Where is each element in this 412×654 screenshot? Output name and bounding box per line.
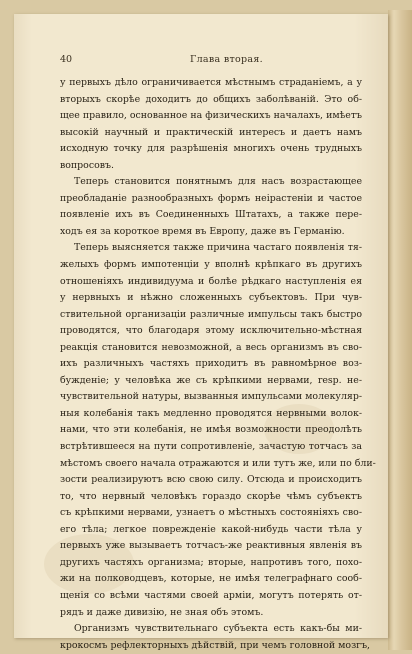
text-line: крокосмъ рефлекторныхъ дѣйствій, при чемъ головной мозгъ, — [60, 639, 371, 651]
text-line: ныя колебанія такъ медленно проводятся нервными волок- — [60, 407, 362, 419]
running-head: Глава вторая. — [190, 54, 264, 65]
text-line: первыхъ уже вызываетъ тотчасъ-же реактивныя явленія въ — [60, 540, 362, 552]
text-line: ходъ ея за короткое время въ Европу, даже въ Германію. — [60, 225, 345, 237]
text-line: вопросовъ. — [60, 159, 114, 171]
text-line: Организмъ чувствительнаго субъекта есть какъ-бы ми- — [74, 623, 362, 635]
text-line: встрѣтившееся на пути сопротивленіе, зачастую тотчасъ за — [60, 441, 362, 453]
text-line: щенія со всѣми частями своей арміи, могутъ потерять от- — [60, 589, 362, 601]
text-line: у нервныхъ и нѣжно сложенныхъ субъектовъ. При чув- — [60, 292, 362, 304]
text-line: рядъ и даже дивизію, не зная объ этомъ. — [60, 606, 264, 618]
text-line: проводятся, что благодаря этому исключительно-мѣстная — [60, 325, 362, 337]
text-line: Теперь выясняется также причина частаго появленія тя- — [74, 242, 362, 254]
text-line: жи на полководцевъ, которые, не имѣя телеграфнаго сооб- — [60, 573, 362, 585]
text-line: бужденіе; у человѣка же съ крѣпкими нервами, resp. не- — [60, 374, 362, 386]
text-line: зости реализируютъ всю свою силу. Отсюда и происходитъ — [60, 474, 362, 486]
text-line: желыхъ формъ импотенціи у вполнѣ крѣпкаго въ другихъ — [60, 259, 362, 271]
page-number: 40 — [60, 54, 73, 65]
text-line: вторыхъ скорѣе доходитъ до общихъ заболѣваній. Это об- — [60, 93, 362, 105]
page-edge — [388, 10, 412, 650]
page-header — [60, 54, 360, 68]
body-text — [60, 75, 376, 654]
text-line: высокій научный и практическій интересъ и даетъ намъ — [60, 126, 362, 138]
text-line: то, что нервный человѣкъ гораздо скорѣе чѣмъ субъектъ — [60, 490, 362, 502]
text-line: преобладаніе разнообразныхъ формъ неірастеніи и частое — [60, 192, 362, 204]
text-line: другихъ частяхъ организма; вторые, напротивъ того, похо- — [60, 556, 362, 568]
text-line: ихъ различныхъ частяхъ приходитъ въ равномѣрное воз- — [60, 358, 362, 370]
text-line: у первыхъ дѣло ограничивается мѣстнымъ страданіемъ, а у — [60, 77, 362, 88]
text-line: его тѣла; легкое поврежденіе какой-нибудь части тѣла у — [60, 523, 362, 535]
text-line: щее правило, основанное на физическихъ началахъ, имѣетъ — [60, 110, 362, 122]
text-line: ствительной организаціи различные импульсы такъ быстро — [60, 308, 362, 320]
text-line: чувствительной натуры, вызванныя импульсами молекуляр- — [60, 391, 362, 403]
text-line: отношеніяхъ индивидуума и болѣе рѣдкаго наступленія ея — [60, 275, 362, 287]
text-line: съ крѣпкими нервами, узнаетъ о мѣстныхъ состояніяхъ сво- — [60, 507, 362, 519]
text-line: Теперь становится понятнымъ для насъ возрастающее — [74, 176, 362, 188]
text-line: мѣстомъ своего начала отражаются и или тутъ же, или по бли- — [60, 457, 376, 469]
text-line: нами, что эти колебанія, не имѣя возможности преодолѣть — [60, 424, 362, 436]
text-line: реакція становится невозможной, а весь организмъ въ сво- — [60, 341, 362, 353]
text-line: исходную точку для разрѣшенія многихъ очень трудныхъ — [60, 143, 362, 155]
text-line: появленіе ихъ въ Соединенныхъ Штатахъ, а также пере- — [60, 209, 362, 221]
